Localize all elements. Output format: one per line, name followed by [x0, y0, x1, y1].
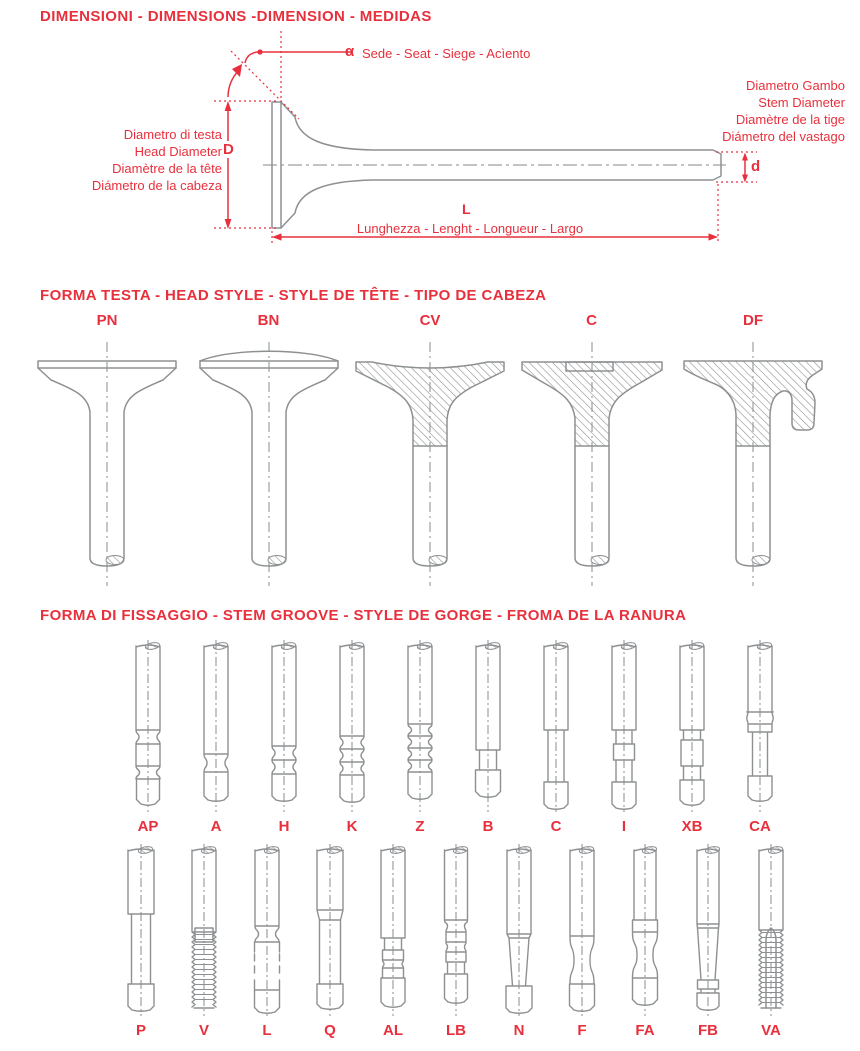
stem-style-item [522, 638, 590, 835]
valve-stem-drawing [658, 638, 726, 816]
valve-stem-drawing [677, 842, 739, 1020]
stem-style-item [740, 842, 802, 1039]
valve-stem-drawing [488, 842, 550, 1020]
seat-angle-ref-line [231, 51, 299, 119]
valve-stem-drawing [590, 638, 658, 816]
stem-style-item [590, 638, 658, 835]
head-style-label: BN [257, 312, 280, 329]
stem-style-item [173, 842, 235, 1039]
head-styles-section-title: FORMA TESTA - HEAD STYLE - STYLE DE TÊTE - TIPO DE CABEZA [40, 287, 547, 304]
stem-style-label: Q [324, 1022, 336, 1039]
stem-style-item [250, 638, 318, 835]
head-drawing-flat [27, 338, 187, 590]
stem-style-label: XB [681, 818, 703, 835]
stem-style-item [488, 842, 550, 1039]
head-drawing-deflector-section [673, 338, 833, 590]
head-style-item [27, 312, 187, 590]
alpha-symbol: α [345, 43, 355, 60]
stem-style-label: H [278, 818, 290, 835]
stem-style-item [114, 638, 182, 835]
head-diameter-label: Diametro di testa Head Diameter Diamètre de la tête Diámetro de la cabeza [91, 127, 222, 193]
valve-stem-drawing [250, 638, 318, 816]
valve-stem-drawing [425, 842, 487, 1020]
stem-style-label: CA [749, 818, 771, 835]
stem-style-label: B [482, 818, 494, 835]
head-style-item [673, 312, 833, 590]
head-diameter-symbol: D [223, 141, 234, 158]
stem-diameter-symbol: d [751, 158, 761, 175]
stem-style-item [318, 638, 386, 835]
stem-style-label: F [577, 1022, 587, 1039]
stem-style-label: AP [137, 818, 159, 835]
stem-style-label: L [262, 1022, 272, 1039]
valve-stem-drawing [522, 638, 590, 816]
valve-stem-drawing [236, 842, 298, 1020]
stem-style-item [677, 842, 739, 1039]
length-symbol: L [462, 201, 471, 217]
seat-angle-leader-dot [257, 49, 262, 54]
stem-style-label: K [346, 818, 358, 835]
stem-style-label: VA [761, 1022, 781, 1039]
head-styles-row [27, 312, 833, 590]
valve-stem-drawing [299, 842, 361, 1020]
stem-style-label: V [198, 1022, 209, 1039]
head-diameter-arrow-top [225, 101, 232, 111]
seat-angle-arc-arrowhead [232, 64, 242, 77]
stem-diameter-label: Diametro Gambo Stem Diameter Diamètre de la tige Diámetro del vastago [722, 78, 845, 144]
valve-stem-drawing [551, 842, 613, 1020]
seat-label: Sede - Seat - Siege - Acìento [362, 46, 531, 61]
stem-grooves-section-title: FORMA DI FISSAGGIO - STEM GROOVE - STYLE DE GORGE - FROMA DE LA RANURA [40, 607, 687, 624]
stem-style-item [658, 638, 726, 835]
stem-style-item [182, 638, 250, 835]
head-style-label: CV [419, 312, 441, 329]
stem-style-item [454, 638, 522, 835]
stem-style-item [614, 842, 676, 1039]
stem-style-item [386, 638, 454, 835]
stem-style-item [551, 842, 613, 1039]
head-style-item [350, 312, 510, 590]
stem-style-item [425, 842, 487, 1039]
stem-style-label: LB [446, 1022, 466, 1039]
valve-stem-drawing [454, 638, 522, 816]
stem-diameter-arrow-top [742, 153, 748, 161]
valve-stem-drawing [740, 842, 802, 1020]
stem-grooves-row-1 [114, 638, 794, 835]
stem-style-item [236, 842, 298, 1039]
head-drawing-domed [189, 338, 349, 590]
head-drawing-dished-section [350, 338, 510, 590]
head-style-item [512, 312, 672, 590]
stem-diameter-arrow-bottom [742, 175, 748, 183]
stem-style-label: N [513, 1022, 525, 1039]
stem-style-item [726, 638, 794, 835]
valve-stem-drawing [110, 842, 172, 1020]
valve-stem-drawing [114, 638, 182, 816]
stem-style-label: AL [383, 1022, 403, 1039]
head-style-label: DF [743, 312, 763, 329]
head-style-item [189, 312, 349, 590]
stem-style-label: I [621, 818, 627, 835]
stem-style-label: Z [415, 818, 425, 835]
valve-stem-drawing [386, 638, 454, 816]
head-drawing-recessed-section [512, 338, 672, 590]
stem-style-label: A [210, 818, 222, 835]
valve-stem-drawing [173, 842, 235, 1020]
stem-style-item [299, 842, 361, 1039]
valve-stem-drawing [318, 638, 386, 816]
valve-stem-drawing [726, 638, 794, 816]
stem-style-label: P [135, 1022, 146, 1039]
length-label: Lunghezza - Lenght - Longueur - Largo [356, 221, 584, 236]
head-style-label: C [586, 312, 597, 329]
stem-style-item [110, 842, 172, 1039]
stem-grooves-row-2 [110, 842, 802, 1039]
valve-stem-drawing [614, 842, 676, 1020]
valve-stem-drawing [182, 638, 250, 816]
head-style-label: PN [96, 312, 118, 329]
valve-stem-drawing [362, 842, 424, 1020]
stem-style-label: FA [635, 1022, 655, 1039]
dimensions-section-title: DIMENSIONI - DIMENSIONS -DIMENSION - MEDIDAS [40, 8, 432, 25]
stem-style-label: FB [698, 1022, 718, 1039]
stem-style-item [362, 842, 424, 1039]
stem-style-label: C [550, 818, 562, 835]
